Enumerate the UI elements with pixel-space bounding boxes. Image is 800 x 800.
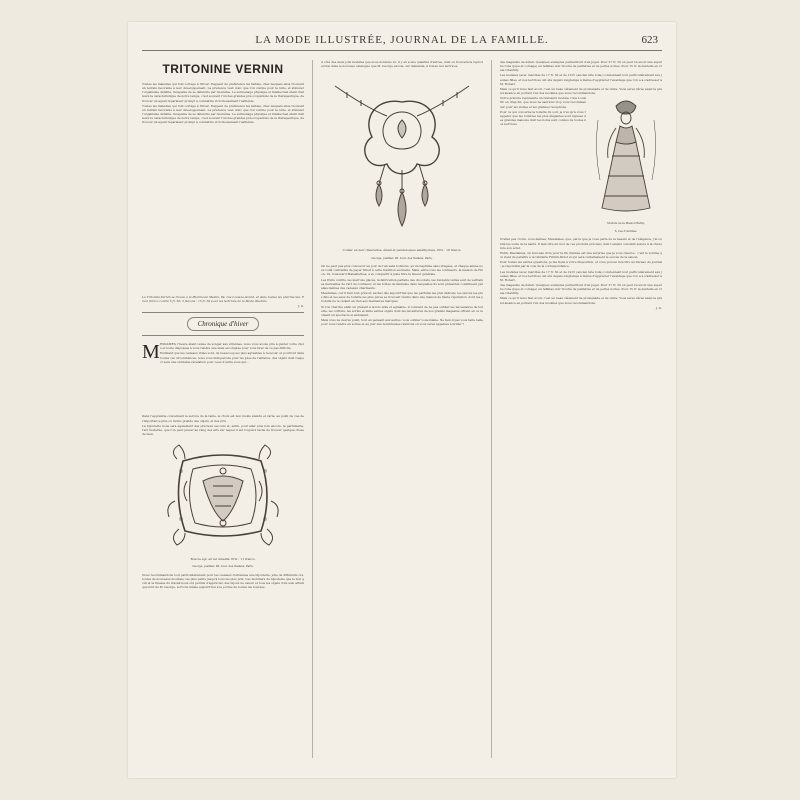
- buckle-illustration: [142, 441, 304, 569]
- page-header: [128, 34, 676, 48]
- right-paragraph: Pour ce qui concerne la toilette du soir, je n'ai qu'à vous rappeler que les toilettes les plus élégantes sont signées des grandes maisons dont les noms sont connus de toutes nos lectrices.: [500, 109, 586, 127]
- running-title: LA MODE ILLUSTRÉE, JOURNAL DE LA FAMILLE.: [255, 34, 549, 46]
- middle-paragraph: Si l'on cherche enfin un présent à la fois utile et agréable, il convient de ne pas oublier les nécessaires de toilette, les coffrets, les écrins et mille autres objets dont les devantures de nos grands magasins offrent en ce moment un spectacle si séduisant.: [321, 304, 483, 317]
- right-paragraph: Les modèles (avec marchés de 17 fr. 50 et de 19 fr. (ancien tête toile) conviennent tout particulièrement aux jeunes filles, et nos lectrices ont été depuis longtemps à même d'apprécier l'avantage que l'on a à s'adresser à M. Robert.: [500, 269, 662, 282]
- column-middle: [321, 60, 483, 327]
- chronique-title: Chronique d'hiver: [187, 317, 260, 331]
- fashion-illustration: [590, 96, 662, 237]
- necklace-caption: Collier en noir (fleurettes, émail et pendeloques améthystes). Prix : 18 francs.: [342, 248, 462, 253]
- article-paragraph: Toutes les maladies qui font cortège à l'hiver, frappent de préférence les faibles, chez lesquels elles trouvent un terrain favorable à leur développement. La prudence veut donc que l'on s'arme pour la lutte, et stimuler l'organisme débilité, incapable de se défendre par lui-même. Le surmenage physique et intellectuel étant d'ailleurs la caractéristique de notre temps, c'est souvent l'un des grandes préoccupations de la thérapeutique, de trouver un agent réparateur prompt à combattre victorieusement l'asthénie.: [142, 82, 304, 103]
- column-divider: [491, 60, 492, 758]
- article-paragraph: Toutes les maladies qui font cortège à l'hiver, frappent de préférence les faibles, chez lesquels elles trouvent un terrain favorable à leur développement. La prudence veut donc que l'on s'arme pour la lutte, et stimuler l'organisme débilité, incapable de se défendre par lui-même. Le surmenage physique et intellectuel étant d'ailleurs la caractéristique de notre temps, c'est souvent l'un des grandes préoccupations de la thérapeutique, de trouver un agent réparateur prompt à combattre victorieusement l'asthénie.: [142, 103, 304, 125]
- right-paragraph: Pour toutes les autres questions, je me tiens à votre disposition, et vous pouvez m'écrire au bureau du journal ; je répondrai par la voie de la correspondance.: [500, 260, 662, 269]
- right-paragraph: Notre gravure représente un ravissant modèle, robe Louis XV en drap fin, que nous ne saurions trop vous recommander pour les visites et les grandes réceptions.: [500, 96, 586, 109]
- middle-paragraph: Mais vous ne devrez point, tout en pensant aux autres, vous oublier vous-même. Ne faut-il pas vous faire belle pour vous rendre en soirée et au jour des nombreuses réunions où vous serez appelées à briller ?: [321, 317, 484, 327]
- right-paragraph: Mais ce qu'il nous faut avoir, c'est un beau vêtement de promenade et de visite. Vous serez sûres aussi la grand aisance en portant l'un des modèles que nous recommandons.: [500, 296, 662, 305]
- chronique-paragraph: Dans l'apprentie concernant le service de la table, le choix est non moins étendu et varié, au point de vue de l'importance plus ou moins grande des objets, et des prix.: [142, 414, 304, 423]
- middle-paragraph: On ne peut pas plus concevoir un jour de l'an sans bonbons, qu'un baptême sans dragées, et chaque année nous voilà contraints de payer tribut à cette tradition séculaire. Mais, entre tous les confiseurs, la maison de Fibon, 19, boulevard Malesherbes, a su conquérir à juste titre la faveur générale.: [321, 264, 483, 277]
- necklace-image: [327, 72, 477, 242]
- buckle-image: [163, 441, 283, 551]
- page-number: 623: [641, 34, 658, 46]
- middle-paragraph: Les fruits confits, les marrons glacés, la fabrication parfaite des chocolats, les fondants variés sont de véritables merveilles de l'art du confiseur, et les boîtes de fantaisie dans lesquelles ils sont présentés constituent par elles-mêmes des cadeaux charmants.: [321, 277, 483, 290]
- column-divider: [312, 60, 313, 758]
- necklace-illustration: [321, 72, 483, 260]
- magazine-page: [128, 22, 676, 778]
- fashion-caption: Modèle de la Maison Béthy,: [607, 221, 645, 226]
- buckle-caption: Boucle égl. en fer émaillé. Prix : 11 francs.: [190, 557, 256, 562]
- chronique-paragraph: Estimant que les cadeaux utiles sont, de beaucoup les plus agréables à recevoir, et pourront dans toutes ces circonstances, nous vous indiquerons pour les joies de l'enfance, des objets dont l'aspect sera une véritable révélation pour ceux d'entre vous qui...: [160, 351, 304, 364]
- chronique-banner: [142, 312, 304, 336]
- chronique-paragraph: ESDAMES, l'heure étant venue de songer aux étrennes, nous vous avons prié à guider votre choix et toute disposées à vous rendre une mais escomptée pour vous tirer de ce pas difficile.: [160, 342, 304, 351]
- middle-intro: À côté des deux jolis modèles que nous donnons ici, il y en a une quantité d'autres, dont on trouvera la reproduction dans le nouveau catalogue que M. George envoie, sur demande, à toutes nos lectrices.: [321, 60, 483, 69]
- chronique-paragraph: Nous recommandons tout particulièrement pour les cadeaux d'étrennes une bijouterie, jolie de différents ors, toutes de nouveaux modèles, les plus petits jusqu'à tous les plus prix. Ces mobiliers de bijouterie que le bon goût et la finesse du travail nous ont permis d'apprécier, des bijoux de valeur et tous les objets d'un soin artistique font de M. George, sorti lui-même aujourd'hui à la portée de toutes les bourses.: [142, 572, 304, 590]
- article-title: TRITONINE VERNIN: [162, 62, 284, 76]
- article-signature: J. G.: [297, 304, 304, 309]
- fashion-plate-image: [590, 96, 662, 216]
- column-right: [500, 60, 662, 314]
- right-paragraph: des magasins de détail. Quelques exemples permettront d'en juger. Pour 27 fr. 50 on peut recevoir une superbe robe (jupe et corsage) en taffetas noir broché de paillettes et de perles noires. Pour 15 fr. la dentelle en vraie Chantilly.: [500, 60, 662, 73]
- chronique-paragraph: La bijouterie nous sera également des précieux secours et, enfin, pour aller plus loin encore, la parfumerie, l'art moderne, que l'on peut placer au rang des arts sur lequel il est toujours facile de trouver quelque chose de bien.: [142, 423, 304, 437]
- necklace-credit: George, joaillier, 98, boul. des Italiens, Paris.: [371, 255, 433, 260]
- right-paragraph: Les modèles (avec marchés de 17 fr. 50 et de 19 fr. (ancien tête toile) conviennent tout particulièrement aux jeunes filles, et nos lectrices ont été depuis longtemps à même d'apprécier l'avantage que l'on a à s'adresser à M. Robert.: [500, 73, 662, 86]
- right-paragraph: N'allez pas croire, vous-mêmes, Mesdames, que, parce que je vous parle de la beauté et de l'élégance, j'ai oublié les soins de la santé. Il faut dire un mot de ces produits précieux dont l'emploi constant assure à la chevelure son éclat.: [500, 237, 662, 250]
- dropcap-letter: M: [142, 341, 160, 364]
- fashion-figure-row: [500, 96, 662, 237]
- middle-paragraph: Mesdames, car il faut tout prévoir, sachez dès aujourd'hui que les parfums les plus délicats, les savons les plus fins et les eaux de toilette les plus pures se trouvent réunis dans une maison de haute réputation, dont les produits ne le cèdent en rien aux meilleures marques.: [321, 291, 483, 304]
- right-paragraph: Enfin, Mesdames, un nouveau livre pour la fin d'année est une surprise que je vous réserve : c'est le volume qui vient de paraître à la Librairie Firmin-Didot et qui sera certainement le succès de la saison.: [500, 250, 662, 260]
- right-paragraph: des magasins de détail. Quelques exemples permettront d'en juger. Pour 27 fr. 50 on peut recevoir une superbe robe (jupe et corsage) en taffetas noir broché de paillettes et de perles noires. Pour 15 fr. la dentelle en vraie Chantilly.: [500, 283, 662, 296]
- right-signature: J. G.: [655, 305, 662, 310]
- right-paragraph: Mais ce qu'il nous faut avoir, c'est un beau vêtement de promenade et de visite. Vous serez sûres aussi la grand aisance en portant l'un des modèles que nous recommandons.: [500, 86, 662, 96]
- buckle-credit: George, joaillier, 98, boul. des Italiens, Paris.: [192, 564, 254, 569]
- column-left: [142, 60, 304, 591]
- article-paragraph: La Tritonine-Vernin se trouve à la Pharmacie Meslin, 84, rue Louis-le-Grand, et dans toutes les pharmacies. Envoi franco contre 5 fr. 50; 3 flacons : 15 fr. 50 pour les lectrices de la Mode illustrée.: [142, 294, 304, 303]
- header-rule: [142, 50, 662, 51]
- fashion-credit: 6, rue d'Antibes.: [614, 228, 638, 233]
